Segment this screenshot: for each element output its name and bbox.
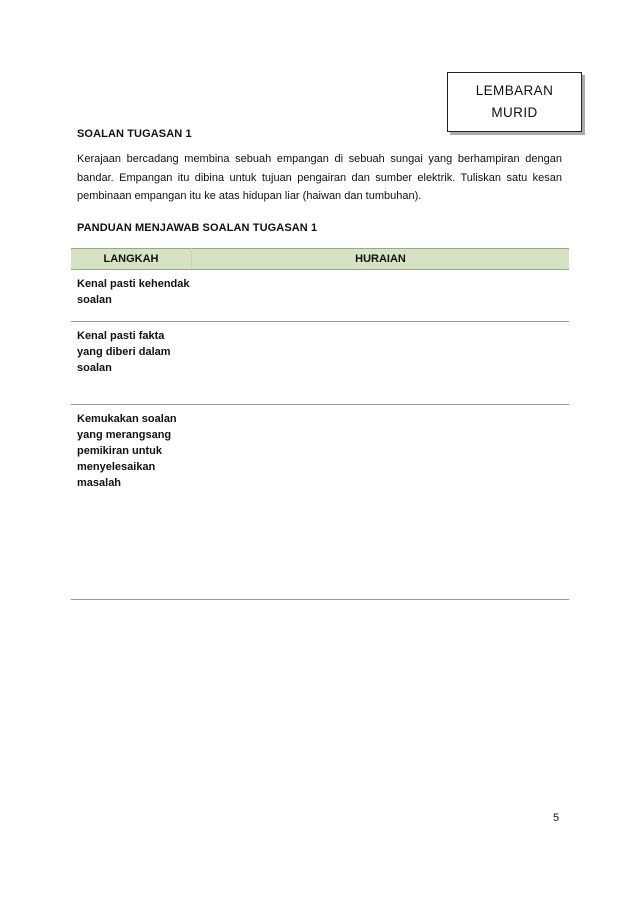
guide-table (71, 248, 569, 600)
header-langkah: LANGKAH (71, 249, 192, 270)
lembaran-murid-box (447, 72, 582, 132)
page-number: 5 (553, 812, 560, 824)
task-paragraph (77, 150, 562, 206)
table-row (71, 270, 569, 322)
step-cell: Kemukakan soalan yang merangsang pemikiran untuk menyelesaikan masalah (71, 405, 192, 600)
table-header-row (71, 249, 569, 270)
task-text: Kerajaan bercadang membina sebuah empangan di sebuah sungai yang berhampiran dengan bandar. Empangan itu dibina untuk tujuan pengairan dan sumber elektrik. Tuliskan satu kesan pembinaan empangan itu ke atas hidupan liar (haiwan dan tumbuhan). (77, 153, 562, 202)
table-row (71, 405, 569, 600)
guide-title: PANDUAN MENJAWAB SOALAN TUGASAN 1 (77, 222, 318, 234)
task-title: SOALAN TUGASAN 1 (77, 128, 192, 140)
table-row (71, 322, 569, 405)
step-cell: Kenal pasti fakta yang diberi dalam soalan (71, 322, 192, 405)
answer-cell[interactable] (192, 322, 570, 405)
answer-cell[interactable] (192, 405, 570, 600)
step-cell: Kenal pasti kehendak soalan (71, 270, 192, 322)
stamp-line-1: LEMBARAN (475, 83, 554, 98)
stamp-line-2: MURID (491, 105, 538, 120)
header-huraian: HURAIAN (192, 249, 570, 270)
answer-cell[interactable] (192, 270, 570, 322)
